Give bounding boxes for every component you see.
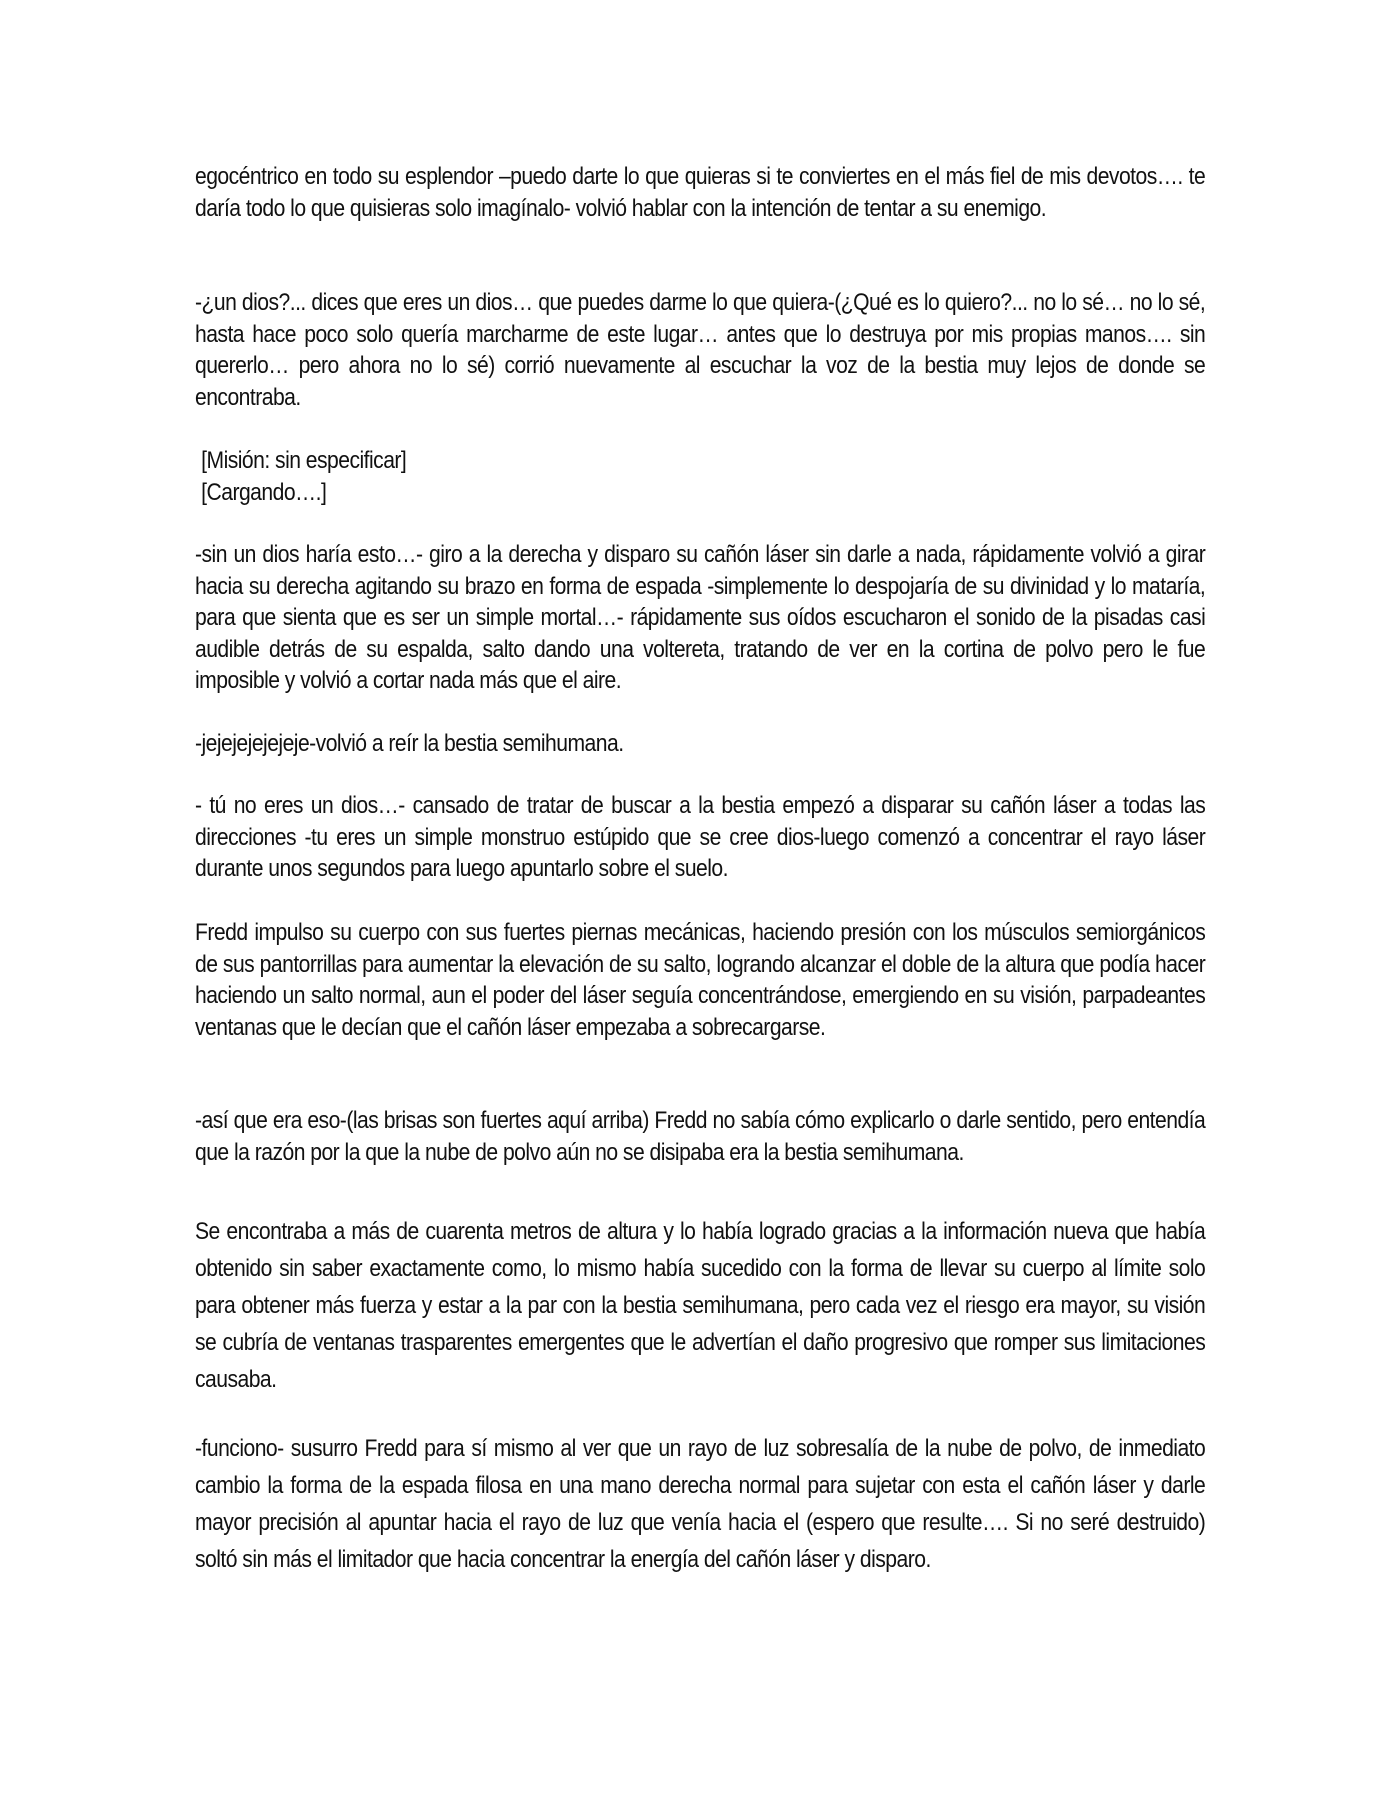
paragraph-text: -¿un dios?... dices que eres un dios… que puedes darme lo que quiera-(¿Qué es lo quiero?... no lo sé… no lo sé, hasta hace poco solo quería marcharme de este lugar… antes que lo destruya por mis propias manos…. sin quererlo… pero ahora no lo sé) corrió nuevamente al escuchar la voz de la bestia muy lejos de donde se encontraba. [195, 289, 1206, 411]
paragraph-text: -jejejejejejeje-volvió a reír la bestia semihumana. [195, 730, 624, 757]
paragraph-2 [195, 287, 1206, 413]
mission-status-line: [Misión: sin especificar] [201, 447, 407, 474]
paragraph-8 [195, 1213, 1206, 1398]
paragraph-4 [195, 728, 1084, 760]
paragraph-text: Se encontraba a más de cuarenta metros de altura y lo había logrado gracias a la información nueva que había obtenido sin saber exactamente como, lo mismo había sucedido con la forma de llevar su cuerpo al límite solo para obtener más fuerza y estar a la par con la bestia semihumana, pero cada vez el riesgo era mayor, su visión se cubría de ventanas trasparentes emergentes que le advertían el daño progresivo que romper sus limitaciones causaba. [195, 1218, 1206, 1393]
paragraph-text: egocéntrico en todo su esplendor –puedo darte lo que quieras si te conviertes en el más fiel de mis devotos…. te daría todo lo que quisieras solo imagínalo- volvió hablar con la intención de tentar a su enemigo. [195, 163, 1206, 222]
system-messages [195, 445, 1084, 508]
paragraph-1 [195, 161, 1206, 224]
paragraph-text: Fredd impulso su cuerpo con sus fuertes piernas mecánicas, haciendo presión con los músculos semiorgánicos de sus pantorrillas para aumentar la elevación de su salto, logrando alcanzar el doble de la altura que podía hacer haciendo un salto normal, aun el poder del láser seguía concentrándose, emergiendo en su visión, parpadeantes ventanas que le decían que el cañón láser empezaba a sobrecargarse. [195, 919, 1206, 1041]
paragraph-5 [195, 790, 1206, 885]
paragraph-7 [195, 1105, 1206, 1168]
paragraph-6 [195, 917, 1206, 1043]
paragraph-9 [195, 1430, 1206, 1578]
paragraph-text: -funciono- susurro Fredd para sí mismo al ver que un rayo de luz sobresalía de la nube de polvo, de inmediato cambio la forma de la espada filosa en una mano derecha normal para sujetar con esta el cañón láser y darle mayor precisión al apuntar hacia el rayo de luz que venía hacia el (espero que resulte…. Si no seré destruido) soltó sin más el limitador que hacia concentrar la energía del cañón láser y disparo. [195, 1435, 1206, 1573]
paragraph-text: -sin un dios haría esto…- giro a la derecha y disparo su cañón láser sin darle a nada, rápidamente volvió a girar hacia su derecha agitando su brazo en forma de espada -simplemente lo despojaría de su divinidad y lo mataría, para que sienta que es ser un simple mortal…- rápidamente sus oídos escucharon el sonido de la pisadas casi audible detrás de su espalda, salto dando una voltereta, tratando de ver en la cortina de polvo pero le fue imposible y volvió a cortar nada más que el aire. [195, 541, 1206, 694]
paragraph-text: - tú no eres un dios…- cansado de tratar de buscar a la bestia empezó a disparar su cañón láser a todas las direcciones -tu eres un simple monstruo estúpido que se cree dios-luego comenzó a concentrar el rayo láser durante unos segundos para luego apuntarlo sobre el suelo. [195, 792, 1206, 882]
paragraph-text: -así que era eso-(las brisas son fuertes aquí arriba) Fredd no sabía cómo explicarlo o darle sentido, pero entendía que la razón por la que la nube de polvo aún no se disipaba era la bestia semihumana. [195, 1107, 1206, 1166]
loading-status-line: [Cargando….] [201, 478, 327, 506]
paragraph-3 [195, 539, 1206, 697]
